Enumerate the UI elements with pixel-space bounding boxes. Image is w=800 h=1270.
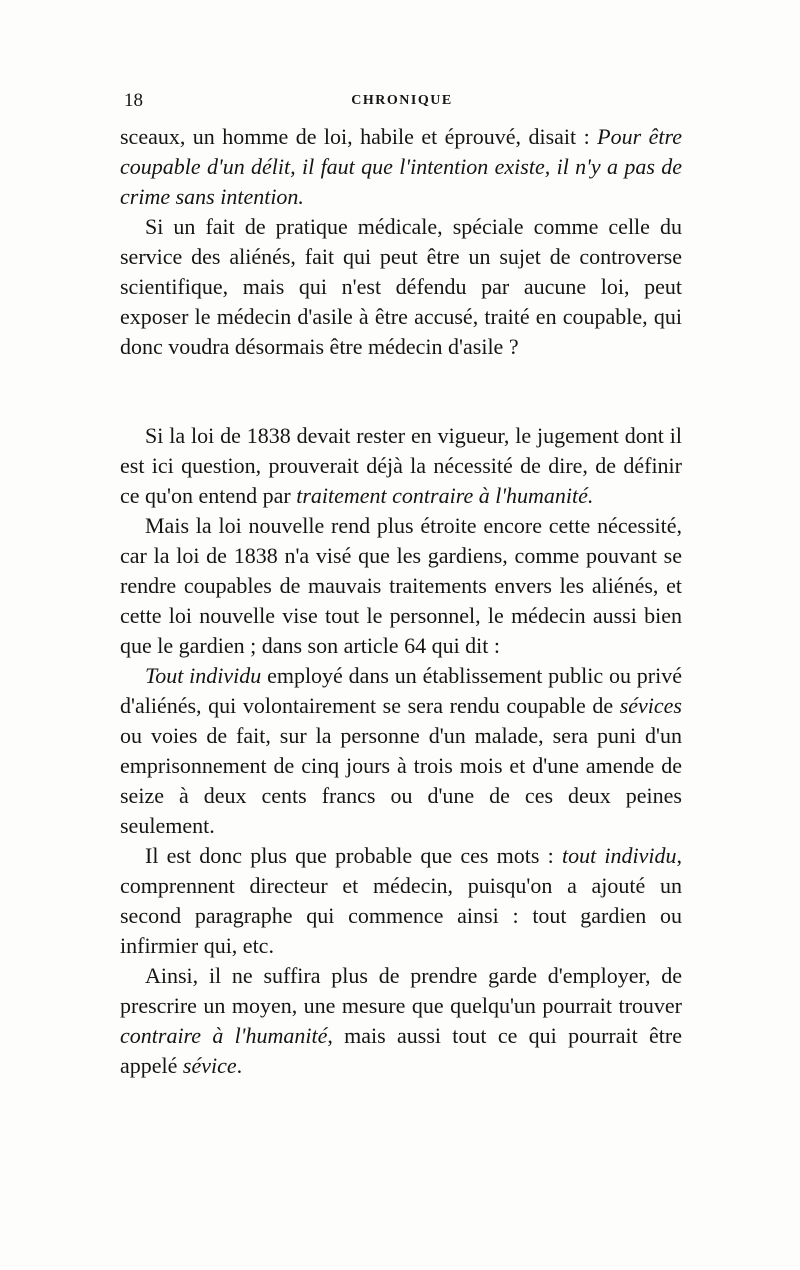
paragraph-3-text: Si la loi de 1838 devait rester en vigueur, le jugement dont il est ici question, prouverait déjà la nécessité de dire, de définir ce qu'on entend par xyxy=(120,423,682,508)
italic-word-sevice: sévice xyxy=(182,1053,237,1078)
italic-word-sevices: sévices xyxy=(619,693,682,718)
italic-phrase-tout-individu-2: tout individu xyxy=(561,843,677,868)
paragraph-6-text-2: , comprennent directeur et médecin, puisqu'on a ajouté un second paragraphe qui commence ainsi : tout gardien ou infirmier qui, etc. xyxy=(120,843,682,958)
italic-phrase-contraire: contraire à l'humanité xyxy=(120,1023,328,1048)
body-text xyxy=(120,122,682,1081)
paragraph-1 xyxy=(120,122,682,212)
paragraph-4: Mais la loi nouvelle rend plus étroite encore cette nécessité, car la loi de 1838 n'a visé que les gardiens, comme pouvant se rendre coupables de mauvais traitements envers les aliénés, et cette loi nouvelle vise tout le personnel, le médecin aussi bien que le gardien ; dans son article 64 qui dit : xyxy=(120,513,682,658)
italic-phrase-tout-individu: Tout individu xyxy=(145,663,262,688)
italic-phrase-traitement: traitement contraire à l'humanité. xyxy=(296,483,594,508)
paragraph-3 xyxy=(120,421,682,511)
running-head xyxy=(124,90,680,114)
paragraph-6-text-1: Il est donc plus que probable que ces mots : xyxy=(145,843,562,868)
law-text-2: ou voies de fait, sur la personne d'un malade, sera puni d'un emprisonnement de cinq jours à trois mois et d'une amende de seize à deux cents francs ou d'une de ces deux peines seulement. xyxy=(120,723,682,838)
law-text-1: employé dans un établissement public ou privé d'aliénés, qui volontairement se sera rendu coupable de xyxy=(120,663,682,718)
paragraph-5-law-article xyxy=(120,661,682,841)
page-number: 18 xyxy=(124,90,143,111)
section-gap xyxy=(120,362,682,421)
paragraph-7-text-1: Ainsi, il ne suffira plus de prendre garde d'employer, de prescrire un moyen, une mesure que quelqu'un pourrait trouver xyxy=(120,963,682,1018)
running-title: CHRONIQUE xyxy=(351,93,453,108)
paragraph-6 xyxy=(120,841,682,961)
paragraph-7-end: . xyxy=(236,1053,243,1078)
paragraph-7 xyxy=(120,961,682,1081)
paragraph-7-text-2: , mais aussi tout ce qui pourrait être appelé xyxy=(120,1023,682,1078)
quoted-maxim: Pour être coupable d'un délit, il faut que l'intention existe, il n'y a pas de crime sans intention. xyxy=(120,124,682,209)
paragraph-2: Si un fait de pratique médicale, spéciale comme celle du service des aliénés, fait qui peut être un sujet de controverse scientifique, mais qui n'est défendu par aucune loi, peut exposer le médecin d'asile à être accusé, traité en coupable, qui donc voudra désormais être médecin d'asile ? xyxy=(120,214,682,359)
paragraph-1-text: sceaux, un homme de loi, habile et éprouvé, disait : xyxy=(120,124,598,149)
